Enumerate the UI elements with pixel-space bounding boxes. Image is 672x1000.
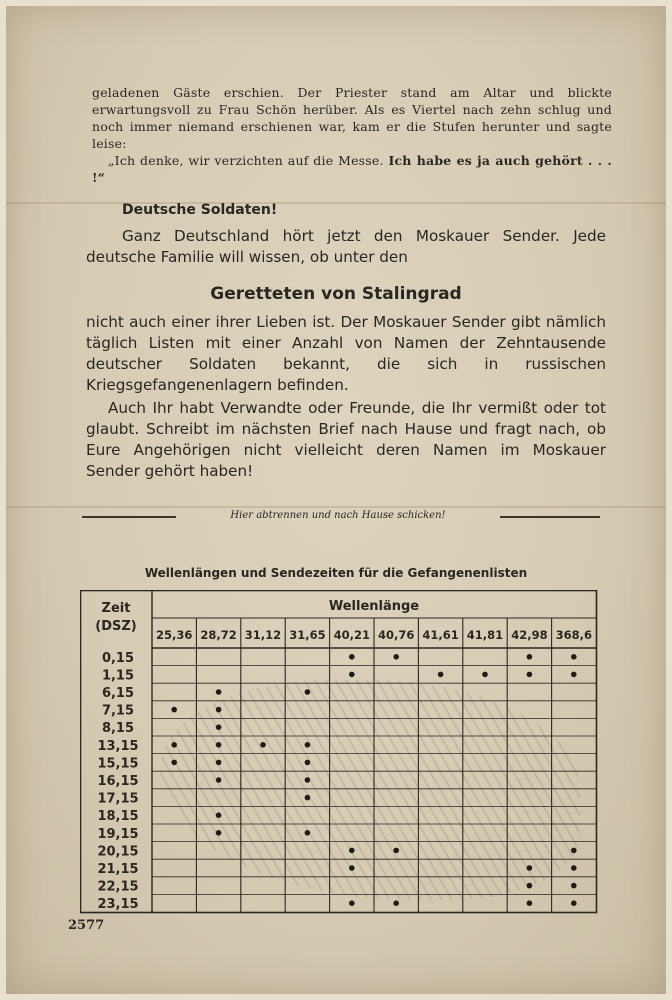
stalingrad-title: Geretteten von Stalingrad	[210, 284, 462, 304]
appeal-text-1: Ganz Deutschland hört jetzt den Moskauer Sender. Jede deutsche Familie will wissen, ob unter den	[86, 227, 606, 266]
fold-crease	[6, 202, 666, 204]
row-header-unit: (DSZ)	[95, 619, 137, 634]
broadcast-dot	[216, 724, 222, 730]
story-text: geladenen Gäste erschien. Der Priester stand am Altar und blickte erwartungsvoll zu Frau Schön herüber. Als es Viertel nach zehn schlug und noch immer niemand erschienen war, kam er die Stufen herunter und sagte leise:	[92, 85, 612, 151]
column-header: 31,12	[244, 628, 282, 642]
appeal-text-3: Auch Ihr habt Verwandte oder Freunde, die Ihr vermißt oder tot glaubt. Schreibt im nächsten Brief nach Hause und fragt nach, ob Eure Angehörigen nicht vielleicht deren Namen im Moskauer Sender gehört haben!	[86, 399, 606, 480]
column-header: 42,98	[511, 628, 548, 642]
broadcast-dot	[349, 900, 355, 906]
broadcast-dot	[216, 830, 222, 836]
broadcast-dot	[393, 654, 399, 660]
column-header: 41,81	[466, 628, 504, 642]
schedule-grid	[80, 590, 600, 920]
row-time-label: 22,15	[97, 879, 139, 895]
appeal-paragraph-3	[86, 398, 606, 482]
broadcast-dot	[216, 760, 222, 766]
row-time-label: 16,15	[97, 774, 139, 789]
row-time-label: 18,15	[97, 809, 139, 825]
broadcast-dot	[571, 672, 577, 678]
broadcast-dot	[305, 777, 311, 783]
appeal-heading: Deutsche Soldaten!	[122, 202, 278, 218]
row-time-label: 15,15	[97, 756, 139, 772]
column-header: 25,36	[156, 628, 193, 642]
row-time-label: 17,15	[97, 791, 139, 807]
broadcast-dot	[171, 707, 177, 713]
appeal-paragraph-1	[86, 226, 606, 268]
broadcast-dot	[216, 689, 222, 695]
broadcast-dot	[571, 865, 577, 871]
leaflet-number: 2577	[68, 918, 105, 933]
fold-crease	[6, 506, 666, 508]
column-header: 31,65	[289, 628, 326, 642]
row-time-label: 21,15	[97, 862, 139, 877]
story-quote-b: Ich habe es ja auch gehört . . . !“	[92, 153, 612, 185]
row-time-label: 6,15	[101, 686, 135, 701]
broadcast-dot	[260, 742, 266, 748]
broadcast-dot	[527, 883, 533, 889]
row-time-label: 13,15	[97, 738, 139, 754]
column-header: 41,61	[422, 628, 459, 642]
schedule-table	[80, 590, 600, 920]
row-time-label: 0,15	[101, 650, 135, 666]
column-header: 40,76	[378, 628, 415, 642]
broadcast-dot	[349, 672, 355, 678]
broadcast-dot	[349, 654, 355, 660]
row-time-label: 1,15	[101, 668, 135, 684]
cut-line-right	[500, 516, 600, 518]
broadcast-dot	[305, 830, 311, 836]
cut-instruction: Hier abtrennen und nach Hause schicken!	[230, 510, 446, 521]
broadcast-dot	[349, 865, 355, 871]
broadcast-dot	[216, 742, 222, 748]
broadcast-dot	[571, 900, 577, 906]
broadcast-dot	[571, 883, 577, 889]
column-header: 368,6	[555, 628, 592, 642]
column-group-label: Wellenlänge	[328, 599, 420, 614]
broadcast-dot	[171, 760, 177, 766]
broadcast-dot	[216, 707, 222, 713]
broadcast-dot	[305, 742, 311, 748]
cut-line-left	[82, 516, 176, 518]
broadcast-dot	[571, 848, 577, 854]
broadcast-dot	[527, 865, 533, 871]
broadcast-dot	[216, 777, 222, 783]
broadcast-dot	[527, 672, 533, 678]
appeal-text-2: nicht auch einer ihrer Lieben ist. Der Moskauer Sender gibt nämlich täglich Listen mit einer Anzahl von Namen der Zehntausende deutscher Soldaten bekannt, die sich in russischen Kriegsgefangenenlagern befinden.	[86, 313, 606, 394]
appeal-paragraph-2	[86, 312, 606, 396]
broadcast-dot	[305, 689, 311, 695]
broadcast-dot	[171, 742, 177, 748]
row-time-label: 20,15	[97, 844, 139, 860]
broadcast-dot	[571, 654, 577, 660]
broadcast-dot	[527, 900, 533, 906]
broadcast-dot	[438, 672, 444, 678]
broadcast-dot	[216, 812, 222, 818]
story-passage	[92, 84, 612, 186]
broadcast-dot	[305, 795, 311, 801]
row-time-label: 8,15	[101, 721, 135, 737]
story-quote	[92, 152, 612, 186]
broadcast-dot	[349, 848, 355, 854]
column-header: 28,72	[200, 628, 237, 642]
schedule-title: Wellenlängen und Sendezeiten für die Gefangenenlisten	[144, 566, 528, 580]
broadcast-dot	[393, 900, 399, 906]
story-quote-a: „Ich denke, wir verzichten auf die Messe.	[108, 153, 384, 168]
broadcast-dot	[482, 672, 488, 678]
row-time-label: 19,15	[97, 826, 139, 842]
broadcast-dot	[527, 654, 533, 660]
broadcast-dot	[393, 848, 399, 854]
row-header-label: Zeit	[101, 601, 131, 616]
column-header: 40,21	[333, 628, 370, 642]
row-time-label: 23,15	[97, 897, 139, 913]
row-time-label: 7,15	[101, 703, 135, 719]
broadcast-dot	[305, 760, 311, 766]
